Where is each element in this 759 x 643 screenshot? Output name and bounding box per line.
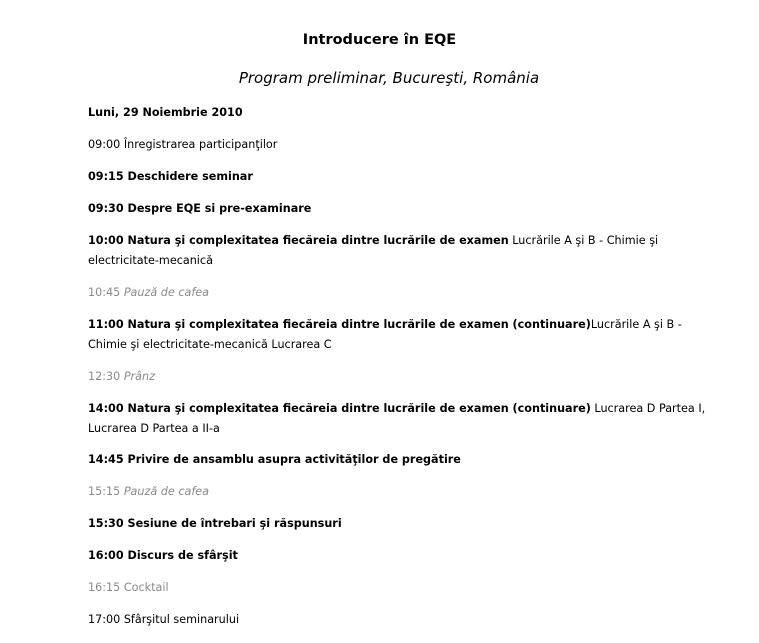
document-subtitle: Program preliminar, Bucureşti, România: [238, 69, 540, 87]
schedule-time: 14:45: [88, 453, 124, 466]
schedule-time: 17:00: [88, 613, 121, 626]
schedule-time: 11:00: [88, 318, 124, 331]
schedule-item: [88, 546, 708, 566]
schedule-text: Cocktail: [123, 581, 169, 594]
schedule-item: [88, 482, 708, 502]
schedule-text: Pauză de cafea: [123, 286, 210, 299]
schedule-title: Natura şi complexitatea fiecăreia dintre lucrările de examen (continuare): [127, 318, 591, 331]
schedule-item: [88, 135, 708, 155]
schedule-text: Prânz: [123, 370, 155, 383]
schedule-time: 09:15: [88, 170, 124, 183]
schedule-item: [88, 231, 708, 271]
schedule-item: [88, 367, 708, 387]
schedule-item: [88, 610, 708, 630]
schedule-item: [88, 450, 708, 470]
day-heading-text: Luni, 29 Noiembrie 2010: [88, 106, 243, 119]
schedule-time: 09:00: [88, 138, 121, 151]
schedule-time: 16:15: [88, 581, 121, 594]
schedule-text: Pauză de cafea: [123, 485, 210, 498]
schedule-item: [88, 315, 708, 355]
schedule-item: [88, 167, 708, 187]
schedule-title: Sesiune de întrebari şi răspunsuri: [127, 517, 342, 530]
schedule-text: Sfârşitul seminarului: [123, 613, 240, 626]
schedule-item: [88, 199, 708, 219]
schedule-time: 15:15: [88, 485, 121, 498]
schedule-time: 15:30: [88, 517, 124, 530]
schedule-title: Despre EQE si pre-examinare: [127, 202, 312, 215]
schedule-time: 10:45: [88, 286, 121, 299]
schedule-text: Lucrările A şi B - Chimie şi electricitate-mecanică Lucrarea C: [88, 318, 682, 351]
document-title: Introducere în EQE: [302, 32, 457, 48]
schedule-item: [88, 578, 708, 598]
schedule-title: Discurs de sfârşit: [127, 549, 238, 562]
schedule-item: [88, 514, 708, 534]
schedule-time: 09:30: [88, 202, 124, 215]
schedule-time: 14:00: [88, 402, 124, 415]
schedule-item: [88, 399, 708, 439]
schedule-title: Privire de ansamblu asupra activităţilor de pregătire: [127, 453, 461, 466]
schedule-text: Lucrarea D Partea I, Lucrarea D Partea a II-a: [88, 402, 706, 435]
schedule-title: Natura şi complexitatea fiecăreia dintre lucrările de examen: [127, 234, 509, 247]
day-heading: [88, 103, 708, 123]
schedule-item: [88, 283, 708, 303]
schedule-time: 16:00: [88, 549, 124, 562]
schedule-text: Lucrările A şi B - Chimie şi electricitate-mecanică: [88, 234, 659, 267]
schedule-time: 12:30: [88, 370, 121, 383]
schedule-text: Înregistrarea participanţilor: [123, 138, 278, 151]
schedule-title: Deschidere seminar: [127, 170, 253, 183]
schedule-title: Natura şi complexitatea fiecăreia dintre lucrările de examen (continuare): [127, 402, 591, 415]
schedule-time: 10:00: [88, 234, 124, 247]
